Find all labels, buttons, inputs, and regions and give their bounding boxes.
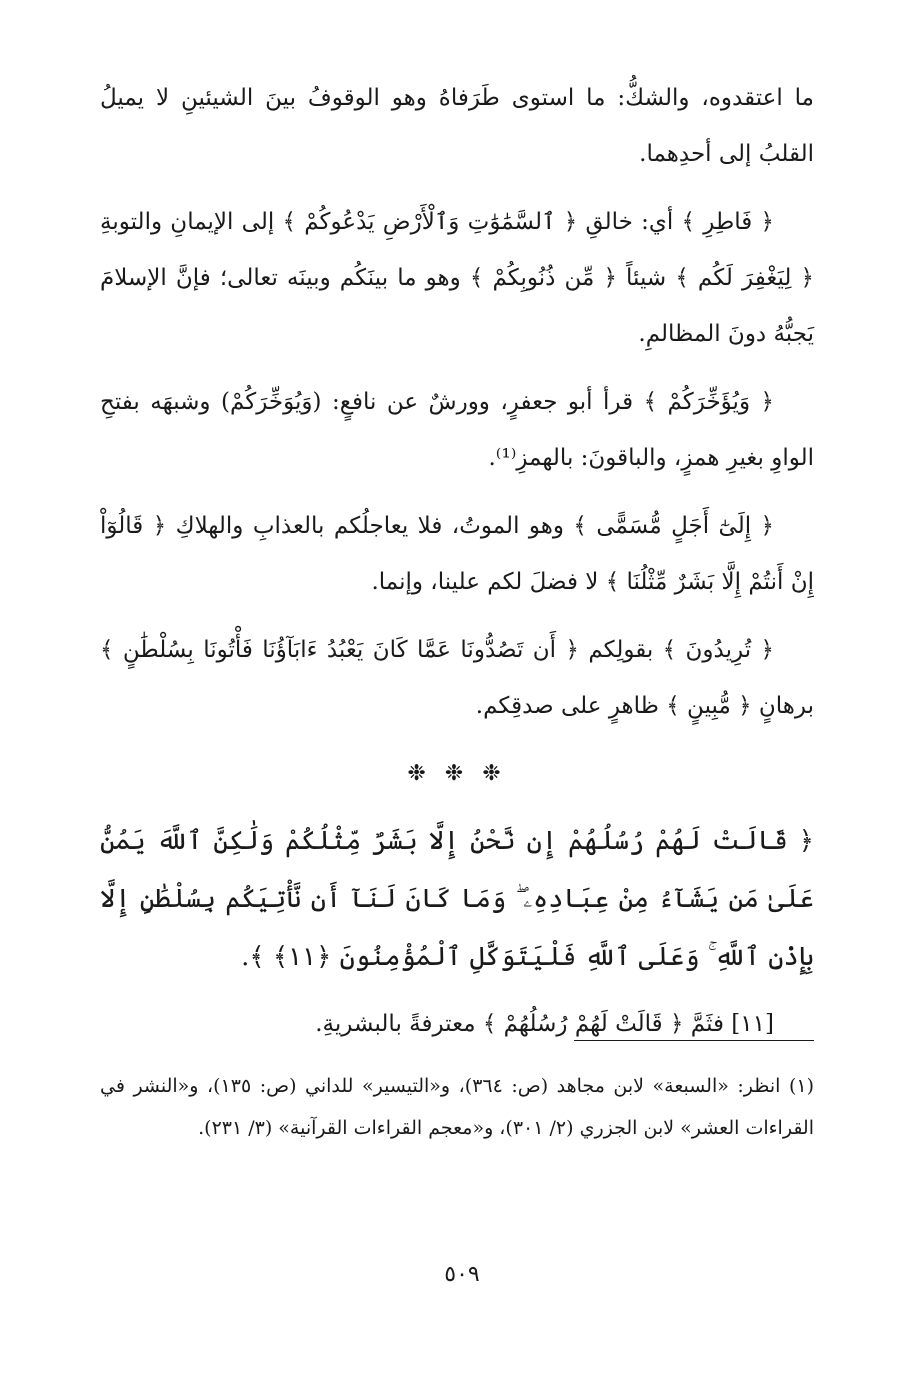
paragraph-4: ﴿ إِلَىٰٓ أَجَلٍ مُّسَمًّى ﴾ وهو الموتُ، فلا يعاجلُكم بالعذابِ والهلاكِ ﴿ قَالُوٓاْ إِنْ أَنتُمْ إِلَّا بَشَرٌ مِّثْلُنَا ﴾ لا فضلَ لكم علينا، وإنما. xyxy=(100,513,814,595)
footnote-divider xyxy=(574,1040,814,1041)
paragraph-1: ما اعتقدوه، والشكُّ: ما استوى طَرَفاهُ وهو الوقوفُ بينَ الشيئينِ لا يميلُ القلبُ إلى أحدِهما. xyxy=(100,85,814,167)
paragraph-2: ﴿ فَاطِرِ ﴾ أي: خالقِ ﴿ ٱلسَّمَٰوَٰتِ وَٱلْأَرْضِ يَدْعُوكُمْ ﴾ إلى الإيمانِ والتوبةِ ﴿ لِيَغْفِرَ لَكُم ﴾ شيئاً ﴿ مِّن ذُنُوبِكُمْ ﴾ وهو ما بينَكُم وبينَه تعالى؛ فإنَّ الإسلامَ يَجبُّهُ دونَ المظالمِ. xyxy=(100,209,814,347)
footnotes xyxy=(100,1065,814,1161)
section-separator: ❉ ❉ ❉ xyxy=(407,761,507,786)
main-text xyxy=(100,70,814,1064)
verse-commentary: [١١] فثَمَّ ﴿ قَالَتْ لَهُمْ رُسُلُهُمْ ﴾ معترفةً بالبشريةِ. xyxy=(315,1011,774,1037)
paragraph-3: ﴿ وَيُؤَخِّرَكُمْ ﴾ قرأ أبو جعفرٍ، وورشٌ عن نافعٍ: (وَيُوَخِّرَكُمْ) وشبهَه بفتحِ الواوِ بغيرِ همزٍ، والباقونَ: بالهمزِ⁽¹⁾. xyxy=(100,389,814,471)
paragraph-5: ﴿ تُرِيدُونَ ﴾ بقولِكم ﴿ أَن تَصُدُّونَا عَمَّا كَانَ يَعْبُدُ ءَابَآؤُنَا فَأْتُونَا بِسُلْطَٰنٍ ﴾ برهانٍ ﴿ مُّبِينٍ ﴾ ظاهرٍ على صدقِكم. xyxy=(100,637,814,719)
page-number: ٥٠٩ xyxy=(444,1262,480,1287)
footnote-1: (١) انظر: «السبعة» لابن مجاهد (ص: ٣٦٤)، و«التيسير» للداني (ص: ١٣٥)، و«النشر في القراءات العشر» لابن الجزري (٢/ ٣٠١)، و«معجم القراءات القرآنية» (٣/ ٢٣١). xyxy=(100,1075,814,1139)
quran-verse: ﴿ قَالَتْ لَهُمْ رُسُلُهُمْ إِن نَّحْنُ إِلَّا بَشَرٌ مِّثْلُكُمْ وَلَٰكِنَّ ٱللَّهَ يَمُنُّ عَلَىٰ مَن يَشَآءُ مِنْ عِبَادِهِۦ ۖ وَمَا كَانَ لَنَآ أَن نَّأْتِيَكُم بِسُلْطَٰنٍ إِلَّا بِإِذْنِ ٱللَّهِ ۚ وَعَلَى ٱللَّهِ فَلْيَتَوَكَّلِ ٱلْمُؤْمِنُونَ ﴿١١﴾ ﴾. xyxy=(100,826,814,972)
